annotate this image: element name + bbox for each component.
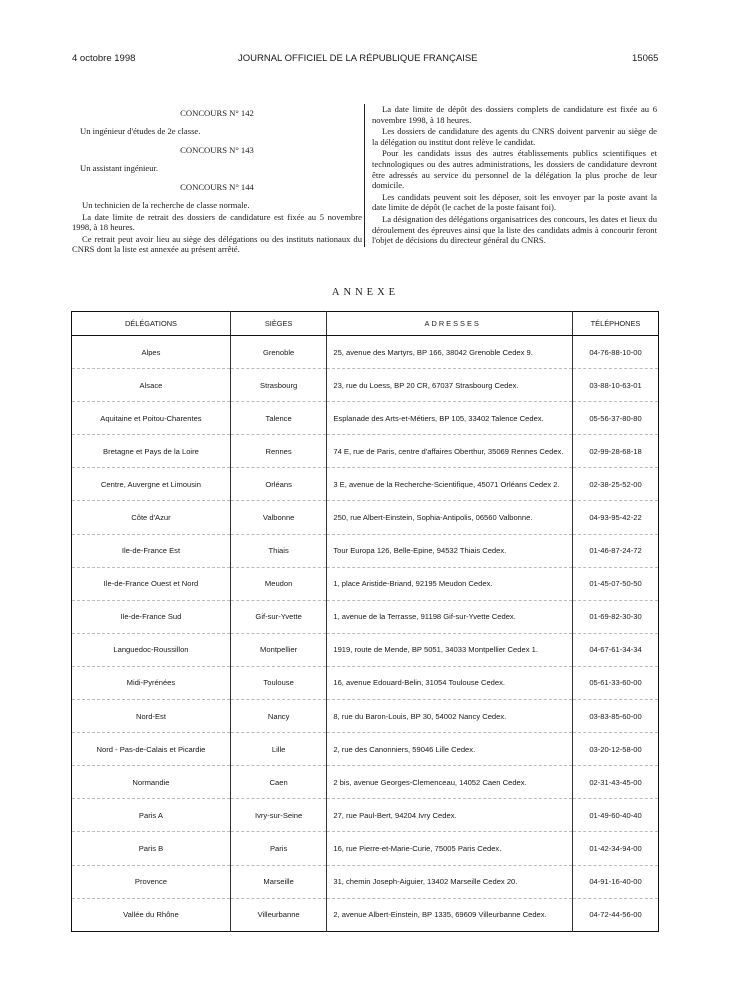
adresse-cell: 8, rue du Baron-Louis, BP 30, 54002 Nancy Cedex. bbox=[327, 700, 573, 733]
delegation-cell: Provence bbox=[72, 865, 231, 898]
concours-144-title: CONCOURS N° 144 bbox=[180, 182, 254, 193]
column-header-adresses: ADRESSES bbox=[327, 312, 573, 336]
telephone-cell: 03-83-85-60-00 bbox=[573, 700, 659, 733]
concours-143-text: Un assistant ingénieur. bbox=[80, 162, 159, 173]
table-row bbox=[72, 733, 659, 766]
concours-142-text: Un ingénieur d'études de 2e classe. bbox=[80, 125, 201, 136]
delegation-cell: Midi-Pyrénées bbox=[72, 666, 231, 699]
siege-cell: Valbonne bbox=[230, 501, 326, 534]
adresse-cell: 74 E, rue de Paris, centre d'affaires Oberthur, 35069 Rennes Cedex. bbox=[327, 435, 573, 468]
table-body bbox=[72, 336, 659, 932]
delegation-cell: Paris B bbox=[72, 832, 231, 865]
delegation-cell: Vallée du Rhône bbox=[72, 898, 231, 931]
siege-cell: Ivry-sur-Seine bbox=[230, 799, 326, 832]
adresse-cell: 16, avenue Edouard-Belin, 31054 Toulouse Cedex. bbox=[327, 666, 573, 699]
adresse-cell: Tour Europa 126, Belle-Epine, 94532 Thiais Cedex. bbox=[327, 534, 573, 567]
adresse-cell: 250, rue Albert-Einstein, Sophia-Antipolis, 06560 Valbonne. bbox=[327, 501, 573, 534]
telephone-cell: 02-99-28-68-18 bbox=[573, 435, 659, 468]
delegation-cell: Languedoc-Roussillon bbox=[72, 633, 231, 666]
telephone-cell: 05-56-37-80-80 bbox=[573, 402, 659, 435]
left-column bbox=[72, 102, 362, 256]
table-row bbox=[72, 435, 659, 468]
table-row bbox=[72, 402, 659, 435]
table-header-row bbox=[72, 312, 659, 336]
adresse-cell: 1, avenue de la Terrasse, 91198 Gif-sur-Yvette Cedex. bbox=[327, 600, 573, 633]
siege-cell: Strasbourg bbox=[230, 369, 326, 402]
siege-cell: Toulouse bbox=[230, 666, 326, 699]
telephone-cell: 05-61-33-60-00 bbox=[573, 666, 659, 699]
table-row bbox=[72, 534, 659, 567]
telephone-cell: 02-31-43-45-00 bbox=[573, 766, 659, 799]
adresse-cell: 2, avenue Albert-Einstein, BP 1335, 69609 Villeurbanne Cedex. bbox=[327, 898, 573, 931]
concours-143-title: CONCOURS N° 143 bbox=[180, 145, 254, 156]
header-date: 4 octobre 1998 bbox=[72, 53, 136, 64]
table-row bbox=[72, 666, 659, 699]
telephone-cell: 04-67-61-34-34 bbox=[573, 633, 659, 666]
delegation-cell: Ile-de-France Ouest et Nord bbox=[72, 567, 231, 600]
right-paragraph-2: Les dossiers de candidature des agents du CNRS doivent parvenir au siège de la délégation ou institut dont relève le candidat. bbox=[372, 126, 657, 147]
annexe-title: ANNEXE bbox=[331, 287, 400, 298]
delegation-cell: Bretagne et Pays de la Loire bbox=[72, 435, 231, 468]
telephone-cell: 01-45-07-50-50 bbox=[573, 567, 659, 600]
siege-cell: Talence bbox=[230, 402, 326, 435]
right-paragraph-5: La désignation des délégations organisatrices des concours, les dates et lieux du déroulement des épreuves ainsi que la liste des candidats admis à concourir feront l'objet de décisions du directeur général du CNRS. bbox=[372, 213, 657, 246]
telephone-cell: 04-76-88-10-00 bbox=[573, 336, 659, 369]
table-row bbox=[72, 336, 659, 369]
table-row bbox=[72, 633, 659, 666]
left-paragraph-2: Ce retrait peut avoir lieu au siège des délégations ou des instituts nationaux du CNRS dont la liste est annexée au présent arrêté. bbox=[72, 233, 362, 255]
siege-cell: Gif-sur-Yvette bbox=[230, 600, 326, 633]
right-paragraph-1: La date limite de dépôt des dossiers complets de candidature est fixée au 6 novembre 1998, à 18 heures. bbox=[372, 104, 657, 125]
telephone-cell: 04-93-95-42-22 bbox=[573, 501, 659, 534]
siege-cell: Lille bbox=[230, 733, 326, 766]
left-paragraph-1: La date limite de retrait des dossiers de candidature est fixée au 5 novembre 1998, à 18 heures. bbox=[72, 211, 362, 233]
siege-cell: Orléans bbox=[230, 468, 326, 501]
adresse-cell: 1, place Aristide-Briand, 92195 Meudon Cedex. bbox=[327, 567, 573, 600]
delegation-cell: Alsace bbox=[72, 369, 231, 402]
concours-142-title: CONCOURS N° 142 bbox=[180, 108, 254, 118]
concours-144-text: Un technicien de la recherche de classe normale. bbox=[82, 199, 250, 210]
adresse-cell: 27, rue Paul-Bert, 94204 Ivry Cedex. bbox=[327, 799, 573, 832]
delegation-cell: Alpes bbox=[72, 336, 231, 369]
delegation-cell: Ile-de-France Est bbox=[72, 534, 231, 567]
adresse-cell: Esplanade des Arts-et-Métiers, BP 105, 33402 Talence Cedex. bbox=[327, 402, 573, 435]
right-paragraph-4: Les candidats peuvent soit les déposer, soit les envoyer par la poste avant la date limite de dépôt (le cachet de la poste faisant foi). bbox=[372, 191, 657, 213]
table-row bbox=[72, 832, 659, 865]
telephone-cell: 03-20-12-58-00 bbox=[573, 733, 659, 766]
table-row bbox=[72, 766, 659, 799]
table-row bbox=[72, 865, 659, 898]
telephone-cell: 02-38-25-52-00 bbox=[573, 468, 659, 501]
siege-cell: Grenoble bbox=[230, 336, 326, 369]
table-row bbox=[72, 700, 659, 733]
page-number: 15065 bbox=[632, 53, 659, 64]
table-row bbox=[72, 898, 659, 931]
telephone-cell: 04-72-44-56-00 bbox=[573, 898, 659, 931]
table-row bbox=[72, 799, 659, 832]
adresse-cell: 25, avenue des Martyrs, BP 166, 38042 Grenoble Cedex 9. bbox=[327, 336, 573, 369]
table-row bbox=[72, 600, 659, 633]
siege-cell: Montpellier bbox=[230, 633, 326, 666]
telephone-cell: 01-46-87-24-72 bbox=[573, 534, 659, 567]
journal-title: JOURNAL OFFICIEL DE LA RÉPUBLIQUE FRANÇAISE bbox=[238, 53, 478, 64]
column-header-sieges: SIÈGES bbox=[230, 312, 326, 336]
telephone-cell: 03-88-10-63-01 bbox=[573, 369, 659, 402]
telephone-cell: 01-42-34-94-00 bbox=[573, 832, 659, 865]
right-paragraph-3: Pour les candidats issus des autres établissements publics scientifiques et technologiques ou des autres administrations, les dossiers de candidature devront être adressés au service du personnel de la délégation la plus proche de leur domicile. bbox=[372, 148, 657, 191]
telephone-cell: 04-91-16-40-00 bbox=[573, 865, 659, 898]
siege-cell: Nancy bbox=[230, 700, 326, 733]
delegations-table bbox=[71, 311, 659, 932]
delegation-cell: Ile-de-France Sud bbox=[72, 600, 231, 633]
adresse-cell: 2, rue des Canonniers, 59046 Lille Cedex. bbox=[327, 733, 573, 766]
delegation-cell: Paris A bbox=[72, 799, 231, 832]
telephone-cell: 01-69-82-30-30 bbox=[573, 600, 659, 633]
delegation-cell: Aquitaine et Poitou-Charentes bbox=[72, 402, 231, 435]
siege-cell: Paris bbox=[230, 832, 326, 865]
adresse-cell: 31, chemin Joseph-Aiguier, 13402 Marseille Cedex 20. bbox=[327, 865, 573, 898]
adresse-cell: 23, rue du Loess, BP 20 CR, 67037 Strasbourg Cedex. bbox=[327, 369, 573, 402]
siege-cell: Marseille bbox=[230, 865, 326, 898]
delegation-cell: Côte d'Azur bbox=[72, 501, 231, 534]
right-column bbox=[364, 104, 657, 247]
column-header-delegations: DÉLÉGATIONS bbox=[72, 312, 231, 336]
delegation-cell: Nord - Pas-de-Calais et Picardie bbox=[72, 733, 231, 766]
adresse-cell: 16, rue Pierre-et-Marie-Curie, 75005 Paris Cedex. bbox=[327, 832, 573, 865]
siege-cell: Meudon bbox=[230, 567, 326, 600]
delegation-cell: Normandie bbox=[72, 766, 231, 799]
telephone-cell: 01-49-60-40-40 bbox=[573, 799, 659, 832]
delegation-cell: Centre, Auvergne et Limousin bbox=[72, 468, 231, 501]
adresse-cell: 1919, route de Mende, BP 5051, 34033 Montpellier Cedex 1. bbox=[327, 633, 573, 666]
delegation-cell: Nord-Est bbox=[72, 700, 231, 733]
adresse-cell: 2 bis, avenue Georges-Clemenceau, 14052 Caen Cedex. bbox=[327, 766, 573, 799]
siege-cell: Caen bbox=[230, 766, 326, 799]
table-row bbox=[72, 369, 659, 402]
table-row bbox=[72, 567, 659, 600]
siege-cell: Villeurbanne bbox=[230, 898, 326, 931]
table-row bbox=[72, 468, 659, 501]
table-row bbox=[72, 501, 659, 534]
adresse-cell: 3 E, avenue de la Recherche-Scientifique, 45071 Orléans Cedex 2. bbox=[327, 468, 573, 501]
column-header-telephones: TÉLÉPHONES bbox=[573, 312, 659, 336]
siege-cell: Rennes bbox=[230, 435, 326, 468]
siege-cell: Thiais bbox=[230, 534, 326, 567]
